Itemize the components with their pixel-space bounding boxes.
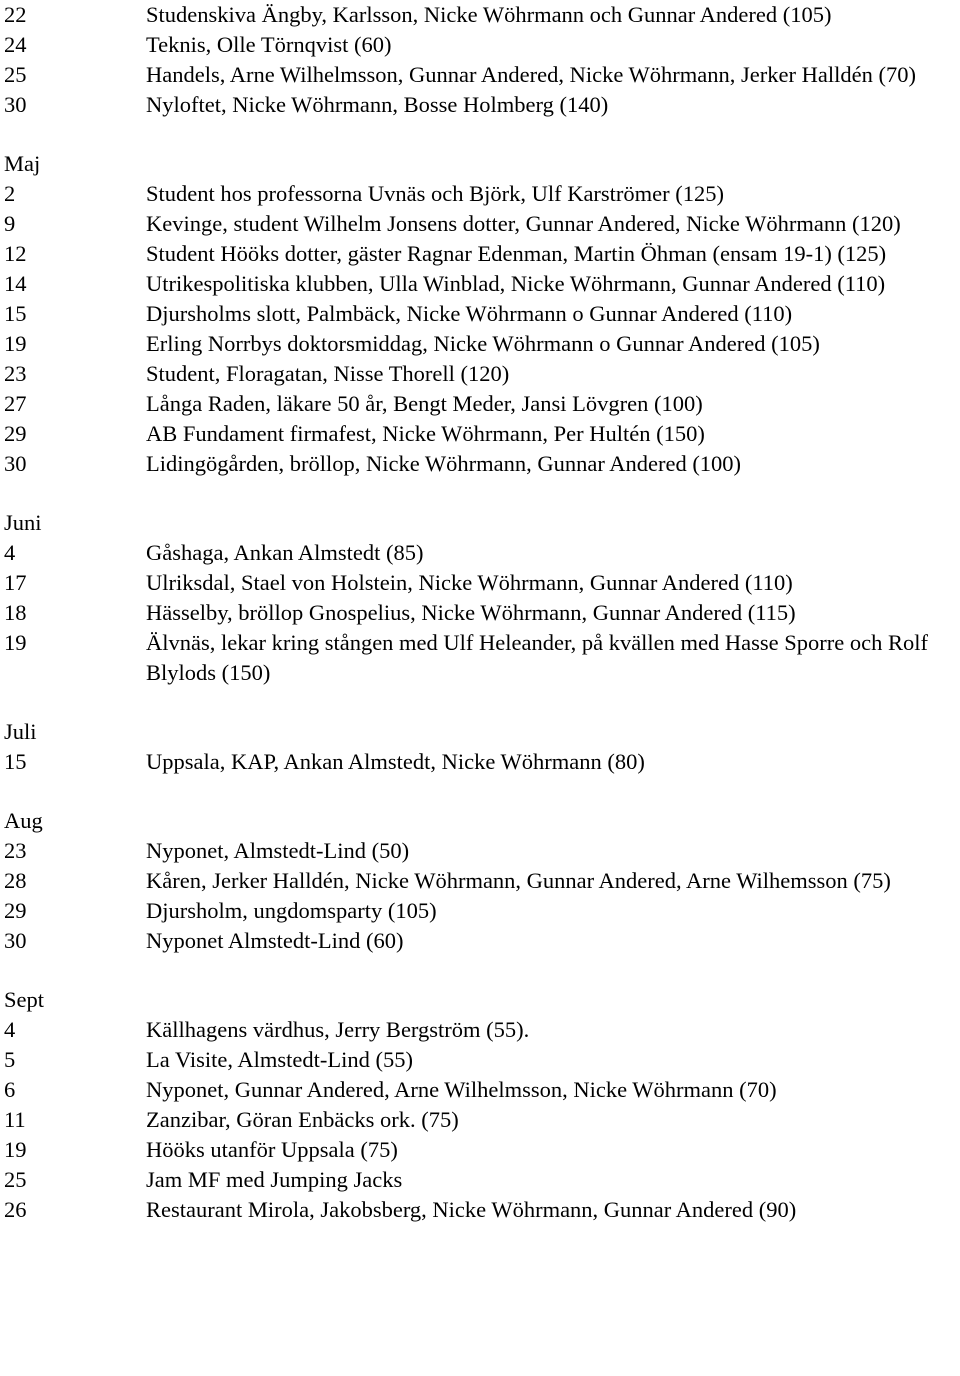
entry-day: 23 — [4, 838, 27, 863]
entry-text: Student, Floragatan, Nisse Thorell (120) — [146, 361, 510, 386]
entry-day: 19 — [4, 1137, 27, 1162]
entry-text: Erling Norrbys doktorsmiddag, Nicke Wöhrmann o Gunnar Andered (105) — [146, 331, 820, 356]
entry-text: Restaurant Mirola, Jakobsberg, Nicke Wöhrmann, Gunnar Andered (90) — [146, 1197, 797, 1222]
entry-row — [4, 299, 960, 329]
entry-row — [4, 60, 960, 90]
entry-text: Ulriksdal, Stael von Holstein, Nicke Wöhrmann, Gunnar Andered (110) — [146, 570, 793, 595]
entry-row — [4, 1015, 960, 1045]
entry-text: La Visite, Almstedt-Lind (55) — [146, 1047, 413, 1072]
entry-row — [4, 30, 960, 60]
entry-day: 5 — [4, 1047, 16, 1072]
month-heading: Sept — [4, 987, 45, 1012]
entry-text: Källhagens värdhus, Jerry Bergström (55). — [146, 1017, 530, 1042]
entry-day: 4 — [4, 1017, 16, 1042]
entry-row — [4, 0, 960, 30]
entry-day: 25 — [4, 62, 27, 87]
month-section — [4, 0, 960, 120]
entry-day: 9 — [4, 211, 16, 236]
entry-text: AB Fundament firmafest, Nicke Wöhrmann, Per Hultén (150) — [146, 421, 705, 446]
month-section — [4, 806, 960, 956]
entry-day: 30 — [4, 928, 27, 953]
entry-text: Handels, Arne Wilhelmsson, Gunnar Andered, Nicke Wöhrmann, Jerker Halldén (70) — [146, 62, 916, 87]
entry-day: 4 — [4, 540, 16, 565]
entry-day: 24 — [4, 32, 27, 57]
entry-text: Djursholm, ungdomsparty (105) — [146, 898, 437, 923]
month-section — [4, 508, 960, 688]
entry-text: Student Hööks dotter, gäster Ragnar Edenman, Martin Öhman (ensam 19-1) (125) — [146, 241, 887, 266]
entry-text: Nyloftet, Nicke Wöhrmann, Bosse Holmberg (140) — [146, 92, 609, 117]
section-gap — [4, 688, 960, 717]
entry-row — [4, 90, 960, 120]
entry-day: 30 — [4, 451, 27, 476]
entry-day: 2 — [4, 181, 16, 206]
entry-day: 25 — [4, 1167, 27, 1192]
entry-text: Djursholms slott, Palmbäck, Nicke Wöhrmann o Gunnar Andered (110) — [146, 301, 793, 326]
entry-day: 11 — [4, 1107, 26, 1132]
entry-row — [4, 1135, 960, 1165]
entry-row — [4, 598, 960, 628]
entry-text: Jam MF med Jumping Jacks — [146, 1167, 403, 1192]
entry-row — [4, 926, 960, 956]
entry-text: Studenskiva Ängby, Karlsson, Nicke Wöhrmann och Gunnar Andered (105) — [146, 2, 832, 27]
entry-row — [4, 896, 960, 926]
section-gap — [4, 479, 960, 508]
entry-day: 6 — [4, 1077, 16, 1102]
entry-text: Nyponet, Almstedt-Lind (50) — [146, 838, 410, 863]
entry-day: 15 — [4, 301, 27, 326]
entry-row — [4, 239, 960, 269]
entry-day: 27 — [4, 391, 27, 416]
entry-row — [4, 419, 960, 449]
section-gap — [4, 956, 960, 985]
month-heading: Aug — [4, 808, 43, 833]
entry-day: 29 — [4, 898, 27, 923]
entry-text: Kåren, Jerker Halldén, Nicke Wöhrmann, Gunnar Andered, Arne Wilhemsson (75) — [146, 868, 891, 893]
entry-text: Nyponet Almstedt-Lind (60) — [146, 928, 404, 953]
entry-row — [4, 1045, 960, 1075]
entry-day: 26 — [4, 1197, 27, 1222]
entry-row — [4, 449, 960, 479]
month-heading: Juli — [4, 719, 37, 744]
entry-row — [4, 866, 960, 896]
month-section — [4, 717, 960, 777]
month-heading: Juni — [4, 510, 42, 535]
entry-text: Student hos professorna Uvnäs och Björk, Ulf Karströmer (125) — [146, 181, 725, 206]
entry-row — [4, 836, 960, 866]
entry-row — [4, 1195, 960, 1225]
entry-day: 17 — [4, 570, 27, 595]
entry-text: Älvnäs, lekar kring stången med Ulf Heleander, på kvällen med Hasse Sporre och Rolf Blylods (150) — [146, 630, 928, 685]
entry-day: 18 — [4, 600, 27, 625]
entry-day: 19 — [4, 331, 27, 356]
entry-row — [4, 1105, 960, 1135]
month-section — [4, 149, 960, 479]
entry-day: 19 — [4, 630, 27, 655]
month-section — [4, 985, 960, 1225]
entry-row — [4, 389, 960, 419]
entry-text: Zanzibar, Göran Enbäcks ork. (75) — [146, 1107, 459, 1132]
entry-row — [4, 628, 960, 688]
entry-row — [4, 1075, 960, 1105]
entry-text: Gåshaga, Ankan Almstedt (85) — [146, 540, 424, 565]
entry-row — [4, 269, 960, 299]
entry-day: 28 — [4, 868, 27, 893]
entry-text: Teknis, Olle Törnqvist (60) — [146, 32, 392, 57]
entry-row — [4, 538, 960, 568]
entry-text: Hööks utanför Uppsala (75) — [146, 1137, 398, 1162]
entry-text: Långa Raden, läkare 50 år, Bengt Meder, Jansi Lövgren (100) — [146, 391, 703, 416]
entry-row — [4, 329, 960, 359]
entry-day: 14 — [4, 271, 27, 296]
entry-text: Hässelby, bröllop Gnospelius, Nicke Wöhrmann, Gunnar Andered (115) — [146, 600, 796, 625]
entry-day: 30 — [4, 92, 27, 117]
entry-row — [4, 568, 960, 598]
entry-text: Kevinge, student Wilhelm Jonsens dotter, Gunnar Andered, Nicke Wöhrmann (120) — [146, 211, 901, 236]
entry-text: Utrikespolitiska klubben, Ulla Winblad, Nicke Wöhrmann, Gunnar Andered (110) — [146, 271, 886, 296]
section-gap — [4, 120, 960, 149]
section-gap — [4, 777, 960, 806]
entry-text: Uppsala, KAP, Ankan Almstedt, Nicke Wöhrmann (80) — [146, 749, 645, 774]
entry-row — [4, 1165, 960, 1195]
entry-day: 12 — [4, 241, 27, 266]
entry-text: Nyponet, Gunnar Andered, Arne Wilhelmsson, Nicke Wöhrmann (70) — [146, 1077, 777, 1102]
entry-row — [4, 209, 960, 239]
entry-day: 23 — [4, 361, 27, 386]
entry-text: Lidingögården, bröllop, Nicke Wöhrmann, Gunnar Andered (100) — [146, 451, 742, 476]
month-heading: Maj — [4, 151, 41, 176]
entry-row — [4, 359, 960, 389]
entry-day: 29 — [4, 421, 27, 446]
entry-row — [4, 179, 960, 209]
entry-row — [4, 747, 960, 777]
entry-day: 15 — [4, 749, 27, 774]
entry-day: 22 — [4, 2, 27, 27]
